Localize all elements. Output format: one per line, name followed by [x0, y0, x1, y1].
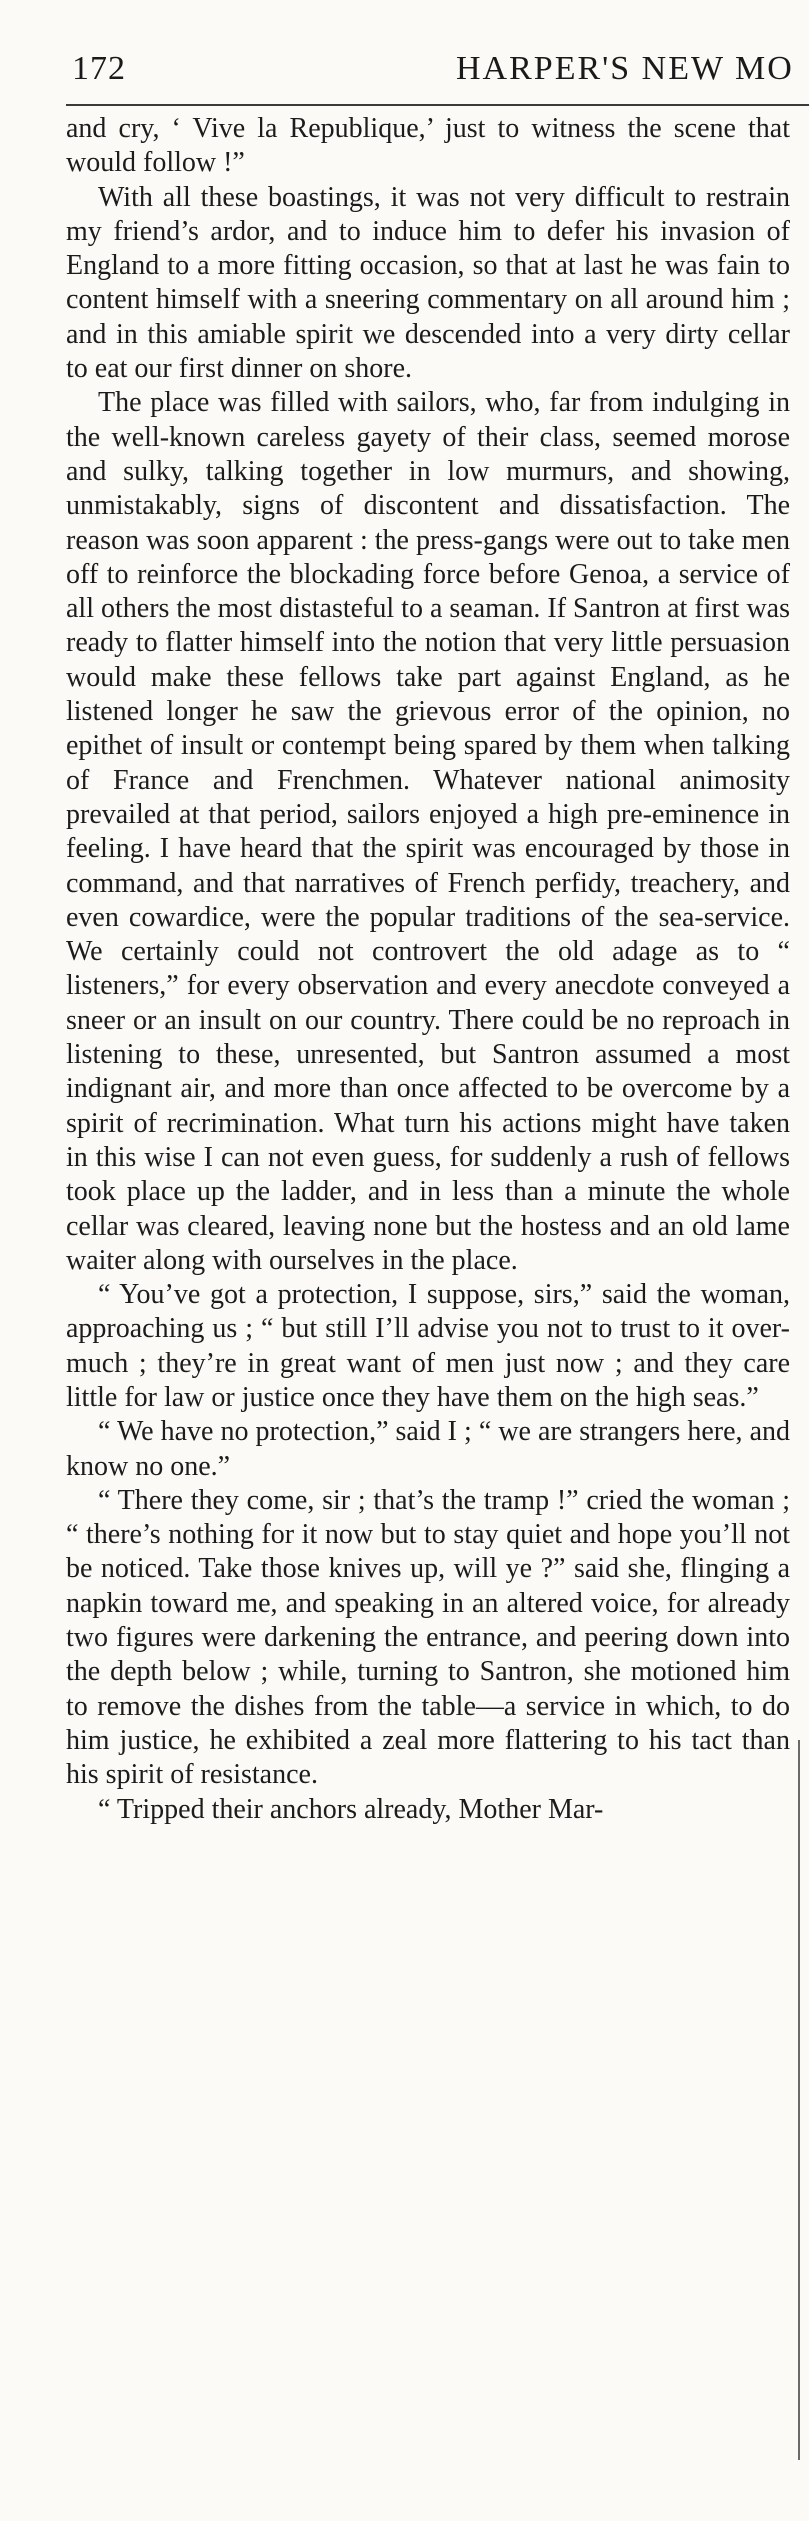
page-header [66, 44, 809, 96]
text-column [66, 112, 790, 1827]
paragraph: “ There they come, sir ; that’s the tramp !” cried the woman ; “ there’s nothing for it now but to stay quiet and hope you’ll not be noticed. Take those knives up, will ye ?” said she, flinging a napkin toward me, and speaking in an altered voice, for already two figures were darkening the entrance, and peering down into the depth below ; while, turning to Santron, she motioned him to remove the dishes from the table—a service in which, to do him justice, he exhibited a zeal more flattering to his tact than his spirit of resistance. [66, 1484, 790, 1791]
paragraph: “ You’ve got a protection, I suppose, sirs,” said the woman, approaching us ; “ but still I’ll advise you not to trust to it over-much ; they’re in great want of men just now ; and they care little for law or justice once they have them on the high seas.” [66, 1279, 790, 1413]
paragraph-last: “ Tripped their anchors already, Mother Mar- [98, 1793, 604, 1825]
paragraph-continued: and cry, ‘ Vive la Republique,’ just to witness the scene that would follow !” [66, 113, 790, 179]
running-head: HARPER'S NEW MO [456, 50, 794, 87]
paragraph: With all these boastings, it was not very difficult to restrain my friend’s ardor, and to induce him to defer his invasion of England to a more fitting occasion, so that at last he was fain to content himself with a sneering commentary on all around him ; and in this amiable spirit we descended into a very dirty cellar to eat our first dinner on shore. [66, 181, 790, 385]
page-number: 172 [72, 50, 126, 87]
header-rule [66, 104, 809, 106]
column-gutter-line [798, 1740, 800, 2460]
paragraph: The place was filled with sailors, who, far from indulging in the well-known careless gayety of their class, seemed morose and sulky, talking together in low murmurs, and showing, unmistakably, signs of discontent and dissatisfaction. The reason was soon apparent : the press-gangs were out to take men off to reinforce the blockading force before Genoa, a service of all others the most distasteful to a seaman. If Santron at first was ready to flatter himself into the notion that very little persuasion would make these fellows take part against England, as he listened longer he saw the grievous error of the opinion, no epithet of insult or contempt being spared by them when talking of France and Frenchmen. Whatever national animosity prevailed at that period, sailors enjoyed a high pre-eminence in feeling. I have heard that the spirit was encouraged by those in command, and that narratives of French perfidy, treachery, and even cowardice, were the popular traditions of the sea-service. We certainly could not controvert the old adage as to “ listeners,” for every observation and every anecdote conveyed a sneer or an insult on our country. There could be no reproach in listening to these, unresented, but Santron assumed a most indignant air, and more than once affected to be overcome by a spirit of recrimination. What turn his actions might have taken in this wise I can not even guess, for suddenly a rush of fellows took place up the ladder, and in less than a minute the whole cellar was cleared, leaving none but the hostess and an old lame waiter along with ourselves in the place. [66, 387, 790, 1276]
paragraph: “ We have no protection,” said I ; “ we are strangers here, and know no one.” [66, 1416, 790, 1482]
